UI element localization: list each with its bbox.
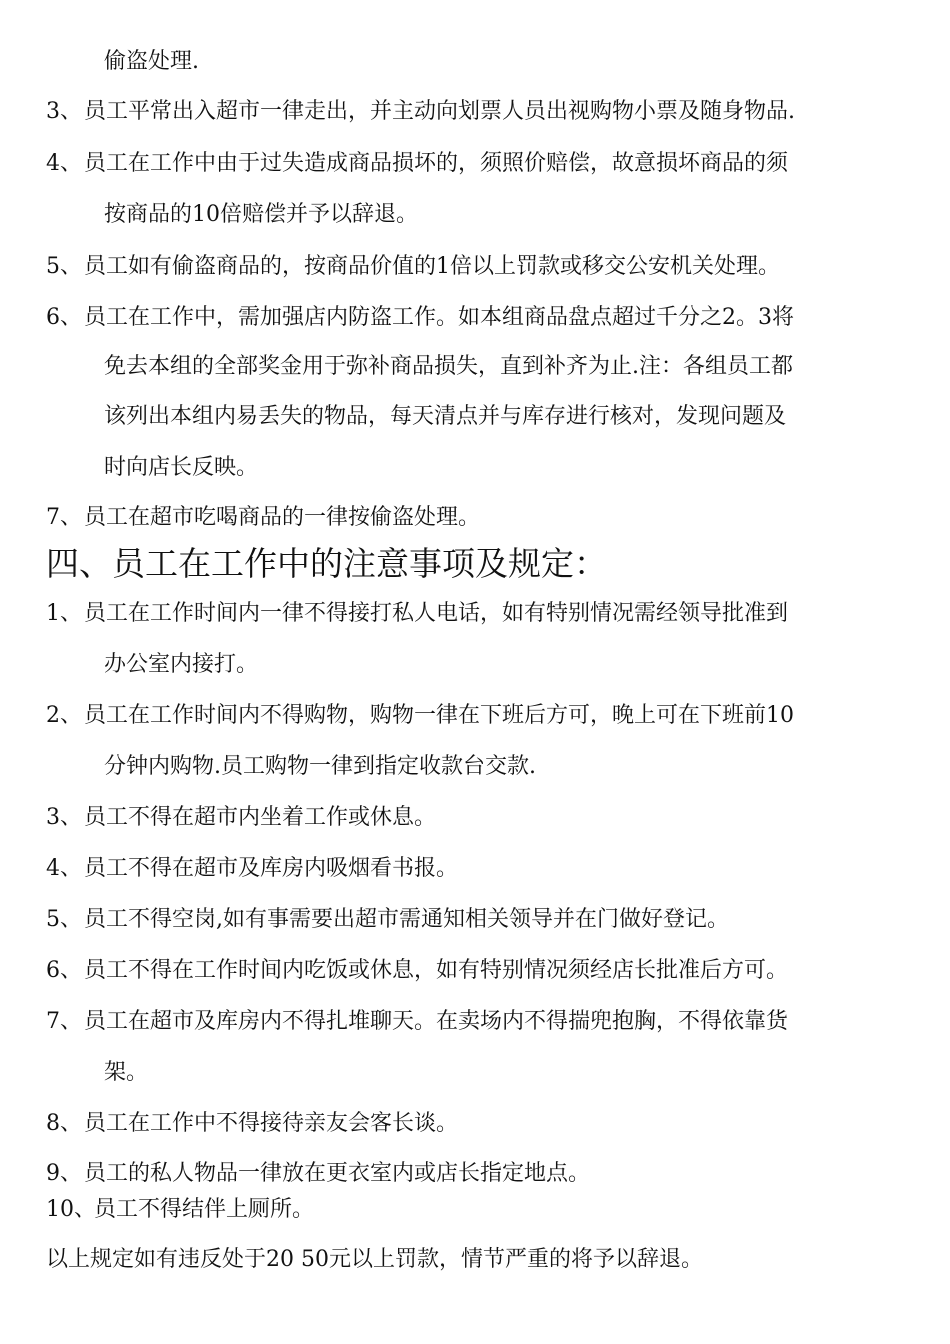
list-number: 5、 <box>46 254 82 279</box>
list-item-text: 员工在工作中由于过失造成商品损坏的，须照价赔偿，故意损坏商品的须 <box>84 151 789 176</box>
list-item-text: 员工在工作时间内一律不得接打私人电话，如有特别情况需经领导批准到 <box>84 601 789 626</box>
list-item-text: 员工在工作时间内不得购物，购物一律在下班后方可，晚上可在下班前10 <box>84 703 794 728</box>
list-item-text: 员工不得结伴上厕所。 <box>94 1197 315 1222</box>
list-item-text: 员工平常出入超市一律走出，并主动向划票人员出视购物小票及随身物品. <box>84 99 795 124</box>
list-number: 2、 <box>46 703 82 728</box>
list-item-text: 按商品的10倍赔偿并予以辞退。 <box>104 202 418 227</box>
list-number: 3、 <box>46 99 82 124</box>
closing-statement: 以上规定如有违反处于20 50元以上罚款，情节严重的将予以辞退。 <box>46 1247 703 1272</box>
list-item-text: 架。 <box>104 1060 149 1085</box>
list-number: 7、 <box>46 1009 82 1034</box>
list-item-text: 员工在工作中不得接待亲友会客长谈。 <box>84 1111 459 1136</box>
list-item-text: 分钟内购物.员工购物一律到指定收款台交款. <box>104 754 536 779</box>
list-item-text: 员工在超市及库房内不得扎堆聊天。在卖场内不得揣兜抱胸，不得依靠货 <box>84 1009 789 1034</box>
list-item-text: 员工不得在超市及库房内吸烟看书报。 <box>84 856 459 881</box>
list-item-text: 员工不得在超市内坐着工作或休息。 <box>84 805 437 830</box>
list-number: 7、 <box>46 505 82 530</box>
list-number: 8、 <box>46 1111 82 1136</box>
list-item-text: 员工的私人物品一律放在更衣室内或店长指定地点。 <box>84 1161 591 1186</box>
continuation-text: 偷盗处理. <box>104 49 199 74</box>
list-number: 1、 <box>46 601 82 626</box>
list-item-text: 员工不得空岗,如有事需要出超市需通知相关领导并在门做好登记。 <box>84 907 729 932</box>
list-item-text: 员工在超市吃喝商品的一律按偷盗处理。 <box>84 505 481 530</box>
list-number: 6、 <box>46 958 82 983</box>
list-number: 3、 <box>46 805 82 830</box>
list-item-text: 员工在工作中，需加强店内防盗工作。如本组商品盘点超过千分之2。3将 <box>84 305 794 330</box>
list-number: 4、 <box>46 151 82 176</box>
list-number: 6、 <box>46 305 82 330</box>
list-item-text: 该列出本组内易丢失的物品，每天清点并与库存进行核对，发现问题及 <box>104 404 787 429</box>
list-item-text: 免去本组的全部奖金用于弥补商品损失，直到补齐为止.注：各组员工都 <box>104 354 793 379</box>
list-number: 4、 <box>46 856 82 881</box>
list-item-text: 员工如有偷盗商品的，按商品价值的1倍以上罚款或移交公安机关处理。 <box>84 254 780 279</box>
list-number: 10、 <box>46 1197 96 1222</box>
list-item-text: 时向店长反映。 <box>104 455 259 480</box>
section-heading: 四、员工在工作中的注意事项及规定： <box>46 544 607 583</box>
list-number: 5、 <box>46 907 82 932</box>
list-item-text: 办公室内接打。 <box>104 652 259 677</box>
list-item-text: 员工不得在工作时间内吃饭或休息，如有特别情况须经店长批准后方可。 <box>84 958 789 983</box>
list-number: 9、 <box>46 1161 82 1186</box>
